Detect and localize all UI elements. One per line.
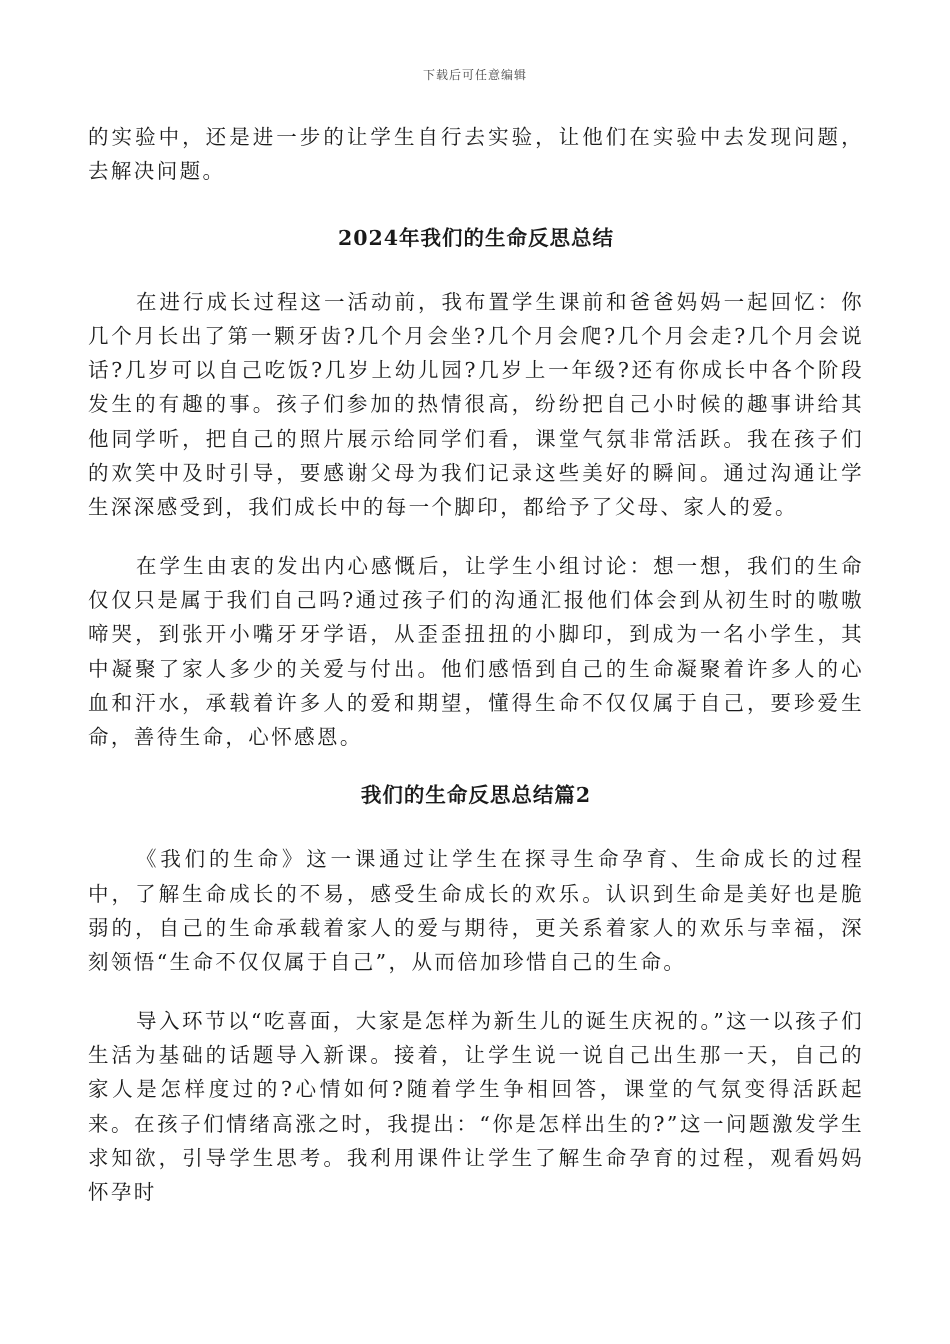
document-body (88, 120, 864, 1233)
page-header-note: 下载后可任意编辑 (422, 68, 527, 82)
body-paragraph: 在学生由衷的发出内心感慨后，让学生小组讨论：想一想，我们的生命仅仅只是属于我们自己吗?通过孩子们的沟通汇报他们体会到从初生时的嗷嗷啼哭，到张开小嘴牙牙学语，从歪歪扭扭的小脚印，到成为一名小学生，其中凝聚了家人多少的关爱与付出。他们感悟到自己的生命凝聚着许多人的心血和汗水，承载着许多人的爱和期望，懂得生命不仅仅属于自己，要珍爱生命，善待生命，心怀感恩。 (88, 553, 864, 750)
body-paragraph: 《我们的生命》这一课通过让学生在探寻生命孕育、生命成长的过程中，了解生命成长的不易，感受生命成长的欢乐。认识到生命是美好也是脆弱的，自己的生命承载着家人的爱与期待，更关系着家人的欢乐与幸福，深刻领悟“生命不仅仅属于自己”，从而倍加珍惜自己的生命。 (88, 847, 864, 975)
section-title: 2024年我们的生命反思总结 (337, 225, 615, 250)
body-paragraph: 导入环节以“吃喜面，大家是怎样为新生儿的诞生庆祝的。”这一以孩子们生活为基础的话题导入新课。接着，让学生说一说自己出生那一天，自己的家人是怎样度过的?心情如何?随着学生争相回答，课堂的气氛变得活跃起来。在孩子们情绪高涨之时，我提出：“你是怎样出生的?”这一问题激发学生求知欲，引导学生思考。我利用课件让学生了解生命孕育的过程，观看妈妈怀孕时 (88, 1008, 864, 1205)
body-paragraph: 在进行成长过程这一活动前，我布置学生课前和爸爸妈妈一起回忆：你几个月长出了第一颗牙齿?几个月会坐?几个月会爬?几个月会走?几个月会说话?几岁可以自己吃饭?几岁上幼儿园?几岁上一年级?还有你成长中各个阶段发生的有趣的事。孩子们参加的热情很高，纷纷把自己小时候的趣事讲给其他同学听，把自己的照片展示给同学们看，课堂气氛非常活跃。我在孩子们的欢笑中及时引导，要感谢父母为我们记录这些美好的瞬间。通过沟通让学生深深感受到，我们成长中的每一个脚印，都给予了父母、家人的爱。 (88, 289, 864, 520)
section-title: 我们的生命反思总结篇2 (360, 783, 592, 808)
continuation-paragraph: 的实验中，还是进一步的让学生自行去实验，让他们在实验中去发现问题，去解决问题。 (88, 125, 864, 184)
